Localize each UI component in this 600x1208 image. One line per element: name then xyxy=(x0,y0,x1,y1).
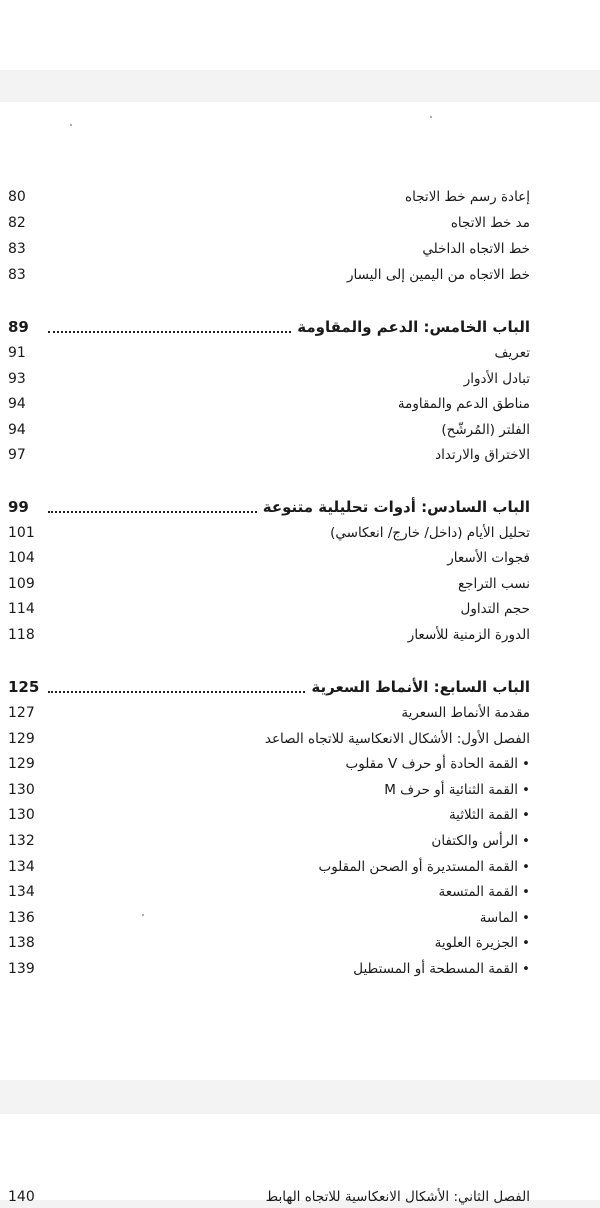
toc-entry-page: 80 xyxy=(8,189,26,205)
paper-speck xyxy=(70,124,72,126)
toc-chapter-heading xyxy=(8,316,530,338)
toc-bullet-entry xyxy=(8,881,530,903)
toc-entry-title: فجوات الأسعار xyxy=(447,550,530,566)
toc-entry-page: 136 xyxy=(8,910,35,926)
toc-entry-title: • القمة الثلاثية xyxy=(449,807,530,823)
toc-bullet-entry xyxy=(8,932,530,954)
toc-entry-title: • القمة المستديرة أو الصحن المقلوب xyxy=(318,859,530,875)
toc-bullet-entry xyxy=(8,804,530,826)
toc-entry xyxy=(8,368,530,390)
toc-bullet-entry xyxy=(8,779,530,801)
toc-entry-title: • القمة المسطحة أو المستطيل xyxy=(353,961,530,977)
toc-entry xyxy=(8,522,530,544)
chapter-title: الباب الخامس: الدعم والمقاومة xyxy=(297,318,530,336)
toc-entry-title: حجم التداول xyxy=(460,601,530,617)
toc-entry-title: الفصل الثاني: الأشكال الانعكاسية للاتجاه الهابط xyxy=(265,1189,530,1205)
toc-chapter-heading xyxy=(8,676,530,698)
toc-entry-page: 134 xyxy=(8,859,35,875)
toc-entry-page: 91 xyxy=(8,345,26,361)
toc-entry-page: 97 xyxy=(8,447,26,463)
toc-entry-title: • القمة الحادة أو حرف V مقلوب xyxy=(346,756,530,772)
previous-page-fragment xyxy=(0,0,600,70)
toc-entry-title: الاختراق والارتداد xyxy=(435,447,530,463)
toc-entry-title: مناطق الدعم والمقاومة xyxy=(397,396,530,412)
toc-chapter-heading xyxy=(8,496,530,518)
toc-entry-page: 94 xyxy=(8,396,26,412)
toc-entry-page: 118 xyxy=(8,627,35,643)
toc-page xyxy=(0,102,600,1080)
toc-entry xyxy=(8,624,530,646)
toc-entry-title: نسب التراجع xyxy=(457,576,530,592)
toc-bullet-entry xyxy=(8,856,530,878)
toc-entry-title: تحليل الأيام (داخل/ خارج/ انعكاسي) xyxy=(330,525,530,541)
chapter-page: 125 xyxy=(8,678,40,696)
toc-entry-title: مقدمة الأنماط السعرية xyxy=(401,705,530,721)
toc-entry-title: خط الاتجاه من اليمين إلى اليسار xyxy=(346,267,530,283)
toc-entry-page: 138 xyxy=(8,935,35,951)
toc-entry xyxy=(8,238,530,260)
toc-entry-page: 104 xyxy=(8,550,35,566)
toc-entry-page: 114 xyxy=(8,601,35,617)
toc-entry-page: 94 xyxy=(8,422,26,438)
toc-entry-title: خط الاتجاه الداخلي xyxy=(422,241,530,257)
toc-entry-title: الدورة الزمنية للأسعار xyxy=(407,627,530,643)
dot-leader xyxy=(48,511,257,513)
toc-entry-title: • القمة الثنائية أو حرف M xyxy=(384,782,530,798)
toc-entry xyxy=(8,444,530,466)
toc-entry-title: الفلتر (المُرشّح) xyxy=(441,422,530,438)
toc-entry xyxy=(8,702,530,724)
toc-entry-title: تبادل الأدوار xyxy=(463,371,530,387)
toc-entry-title: • الماسة xyxy=(480,910,530,926)
table-of-contents xyxy=(0,102,600,1080)
toc-entry-page: 101 xyxy=(8,525,35,541)
toc-entry-page: 134 xyxy=(8,884,35,900)
toc-entry-page: 127 xyxy=(8,705,35,721)
toc-entry-page: 83 xyxy=(8,241,26,257)
toc-entry xyxy=(8,419,530,441)
toc-entry xyxy=(8,393,530,415)
next-page-fragment xyxy=(0,1114,600,1205)
toc-bullet-entry xyxy=(8,753,530,775)
chapter-page: 99 xyxy=(8,498,29,516)
toc-entry-page: 129 xyxy=(8,756,35,772)
toc-entry-page: 129 xyxy=(8,731,35,747)
toc-bullet-entry xyxy=(8,958,530,980)
toc-entry-page: 93 xyxy=(8,371,26,387)
dot-leader xyxy=(48,331,291,333)
toc-entry-page: 130 xyxy=(8,807,35,823)
paper-speck xyxy=(142,914,144,916)
toc-entry-page: 83 xyxy=(8,267,26,283)
toc-entry-page: 140 xyxy=(8,1189,35,1205)
toc-entry xyxy=(8,264,530,286)
toc-entry xyxy=(8,212,530,234)
toc-entry-page: 130 xyxy=(8,782,35,798)
toc-entry xyxy=(8,342,530,364)
toc-entry xyxy=(8,598,530,620)
toc-entry-title: • الرأس والكتفان xyxy=(431,833,530,849)
dot-leader xyxy=(48,691,305,693)
toc-entry-title: الفصل الأول: الأشكال الانعكاسية للاتجاه الصاعد xyxy=(264,731,530,747)
chapter-title: الباب السابع: الأنماط السعرية xyxy=(311,678,530,696)
toc-entry-page: 82 xyxy=(8,215,26,231)
toc-entry xyxy=(8,728,530,750)
toc-entry-partial xyxy=(8,1186,530,1208)
toc-bullet-entry xyxy=(8,830,530,852)
chapter-page: 89 xyxy=(8,318,29,336)
toc-entry-page: 109 xyxy=(8,576,35,592)
chapter-title: الباب السادس: أدوات تحليلية متنوعة xyxy=(262,498,530,516)
toc-entry-page: 132 xyxy=(8,833,35,849)
toc-entry-title: إعادة رسم خط الاتجاه xyxy=(405,189,530,205)
toc-entry-title: تعريف xyxy=(494,345,530,361)
paper-speck xyxy=(430,116,432,118)
toc-entry-title: • الجزيرة العلوية xyxy=(435,935,530,951)
toc-entry xyxy=(8,186,530,208)
toc-entry xyxy=(8,573,530,595)
toc-entry xyxy=(8,547,530,569)
toc-bullet-entry xyxy=(8,907,530,929)
toc-entry-title: • القمة المتسعة xyxy=(438,884,530,900)
toc-entry-page: 139 xyxy=(8,961,35,977)
toc-entry-title: مد خط الاتجاه xyxy=(450,215,530,231)
